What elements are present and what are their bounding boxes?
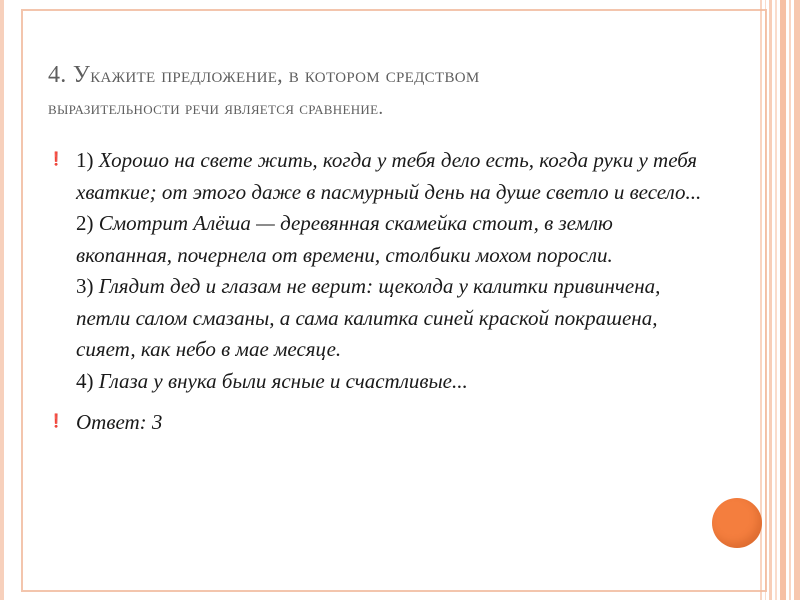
list-item <box>76 271 708 366</box>
slide-content <box>48 145 708 439</box>
question-list <box>48 145 708 397</box>
list-item <box>76 366 708 398</box>
title-line-1-text: кажите предложение, в котором средством <box>90 62 480 87</box>
item-text: Глядит дед и глазам не верит: щеколда у калитки привинчена, петли салом смазаны, а сама калитка синей краской покрашена, сияет, как небо в мае месяце. <box>76 274 661 361</box>
orange-circle-icon <box>712 498 762 548</box>
item-text: Смотрит Алёша — деревянная скамейка стоит, в землю вкопанная, почернела от времени, столбики мохом поросли. <box>76 211 613 267</box>
answer-text: Ответ: 3 <box>76 410 163 434</box>
decor-bar <box>780 0 786 600</box>
title-line-2: выразительности речи является сравнение. <box>48 98 384 119</box>
decor-bar <box>769 0 772 600</box>
bullet-icon: ❗ <box>48 152 65 167</box>
item-number: 2) <box>76 211 99 235</box>
answer-row <box>48 407 708 439</box>
item-number: 4) <box>76 368 99 393</box>
bullet-icon: ❗ <box>48 414 65 429</box>
title-number: 4. <box>48 62 73 88</box>
decor-bar <box>789 0 791 600</box>
right-decor-bars <box>760 0 800 600</box>
item-text: Глаза у внука были ясные и счастливые... <box>98 368 468 393</box>
list-item <box>76 145 708 208</box>
item-text: Хорошо на свете жить, когда у тебя дело есть, когда руки у тебя хваткие; от этого даже в пасмурный день на душе светло и весело... <box>76 148 702 204</box>
left-decor-bar <box>0 0 4 600</box>
item-number: 3) <box>76 274 99 298</box>
slide-title <box>48 58 708 126</box>
decor-bar <box>760 0 762 600</box>
decor-bar <box>794 0 800 600</box>
title-line-1 <box>48 58 708 92</box>
item-number: 1) <box>76 148 99 172</box>
decor-bar <box>775 0 777 600</box>
list-item <box>76 208 708 271</box>
decor-bar <box>765 0 766 600</box>
title-first-letter: У <box>72 62 91 88</box>
